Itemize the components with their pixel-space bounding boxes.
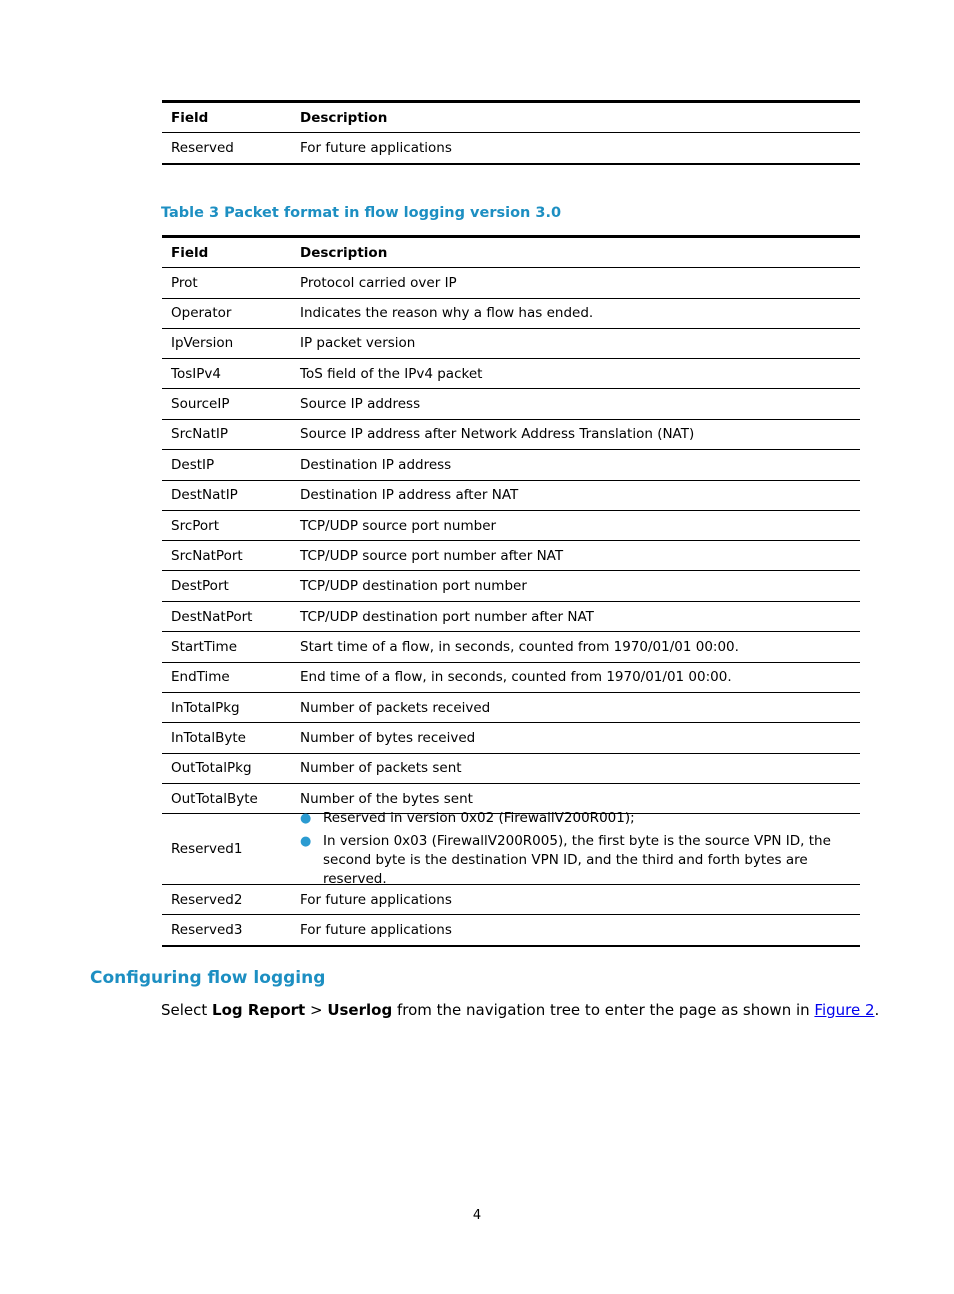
cell-field: DestNatPort [171, 608, 253, 625]
table-row-reserved1 [162, 810, 860, 888]
table-row [162, 133, 860, 165]
cell-field: Reserved [171, 140, 234, 156]
header-field: Field [171, 244, 209, 261]
cell-description: Destination IP address [300, 456, 452, 473]
para-text: from the navigation tree to enter the page as shown in [392, 1001, 815, 1019]
table-row [162, 754, 860, 785]
bullet-icon: ● [300, 834, 312, 850]
bullet-text: Reserved in version 0x02 (FirewallV200R001); [323, 810, 635, 827]
table-row [162, 359, 860, 389]
cell-field: StartTime [171, 638, 238, 655]
cell-field: OutTotalPkg [171, 760, 252, 777]
cell-description: For future applications [300, 922, 452, 939]
cell-field: DestIP [171, 456, 215, 473]
bullet-icon: ● [300, 811, 312, 827]
table-caption: Table 3 Packet format in flow logging version 3.0 [161, 205, 562, 221]
table-row [162, 420, 860, 450]
instruction-paragraph [161, 1001, 879, 1019]
table-3 [162, 235, 860, 947]
bullet-list [300, 809, 860, 889]
table-row [162, 450, 860, 481]
list-item [300, 809, 860, 828]
cell-field: DestNatIP [171, 487, 238, 504]
table-row [162, 885, 860, 915]
para-text: Select [161, 1001, 213, 1019]
table-row [162, 602, 860, 632]
cell-field: SrcNatPort [171, 547, 243, 564]
cell-field: InTotalPkg [171, 699, 240, 716]
cell-field: Prot [171, 274, 198, 291]
cell-description: Number of packets sent [300, 760, 462, 777]
cell-description: Number of bytes received [300, 729, 476, 746]
cell-description: For future applications [300, 140, 452, 156]
menu-path-userlog: Userlog [327, 1001, 393, 1019]
header-description: Description [300, 244, 388, 261]
cell-field: SrcNatIP [171, 426, 229, 443]
table-row [162, 571, 860, 602]
table-row [162, 481, 860, 511]
cell-description: For future applications [300, 891, 452, 908]
cell-field: Reserved1 [171, 841, 243, 858]
header-field: Field [171, 109, 209, 126]
cell-description: Indicates the reason why a flow has ended. [300, 305, 594, 322]
bullet-text: In version 0x03 (FirewallV200R005), the first byte is the source VPN ID, the second byte is the destination VPN ID, and the third and forth bytes are reserved. [323, 833, 831, 888]
table-row [162, 723, 860, 753]
figure-2-link[interactable]: Figure 2 [814, 1001, 875, 1019]
cell-field: Reserved3 [171, 922, 243, 939]
table-row [162, 299, 860, 329]
table-row [162, 915, 860, 947]
table-row [162, 389, 860, 420]
list-item [300, 832, 860, 889]
page-number: 4 [472, 1208, 482, 1223]
cell-field: EndTime [171, 669, 230, 686]
cell-description [300, 809, 860, 889]
cell-description: Source IP address after Network Address Translation (NAT) [300, 426, 695, 443]
table-row [162, 268, 860, 299]
cell-description: Protocol carried over IP [300, 274, 457, 291]
cell-field: SourceIP [171, 396, 230, 413]
cell-field: TosIPv4 [171, 365, 221, 382]
cell-description: Number of the bytes sent [300, 790, 473, 807]
cell-description: Start time of a flow, in seconds, counted from 1970/01/01 00:00. [300, 638, 739, 655]
table-row [162, 329, 860, 360]
menu-path-log-report: Log Report [212, 1001, 306, 1019]
cell-description: TCP/UDP destination port number after NAT [300, 608, 594, 625]
table-continued [162, 100, 860, 165]
cell-field: Operator [171, 305, 232, 322]
cell-description: End time of a flow, in seconds, counted from 1970/01/01 00:00. [300, 669, 732, 686]
cell-description: Number of packets received [300, 699, 491, 716]
cell-description: Source IP address [300, 396, 421, 413]
cell-description: TCP/UDP destination port number [300, 578, 527, 595]
section-heading: Configuring flow logging [90, 968, 326, 988]
cell-description: Destination IP address after NAT [300, 487, 519, 504]
cell-field: DestPort [171, 578, 229, 595]
table-header [162, 235, 860, 268]
cell-description: TCP/UDP source port number [300, 517, 497, 534]
cell-description: TCP/UDP source port number after NAT [300, 547, 564, 564]
table-row [162, 511, 860, 542]
table-row [162, 663, 860, 693]
table-row [162, 693, 860, 724]
para-separator: > [305, 1001, 328, 1019]
cell-description: ToS field of the IPv4 packet [300, 365, 483, 382]
cell-field: InTotalByte [171, 729, 246, 746]
cell-field: Reserved2 [171, 891, 243, 908]
cell-field: IpVersion [171, 335, 234, 352]
para-text: . [874, 1001, 880, 1019]
table-row [162, 541, 860, 571]
cell-description: IP packet version [300, 335, 416, 352]
cell-field: OutTotalByte [171, 790, 258, 807]
table-row [162, 632, 860, 663]
cell-field: SrcPort [171, 517, 220, 534]
header-description: Description [300, 109, 388, 126]
table-header [162, 100, 860, 133]
